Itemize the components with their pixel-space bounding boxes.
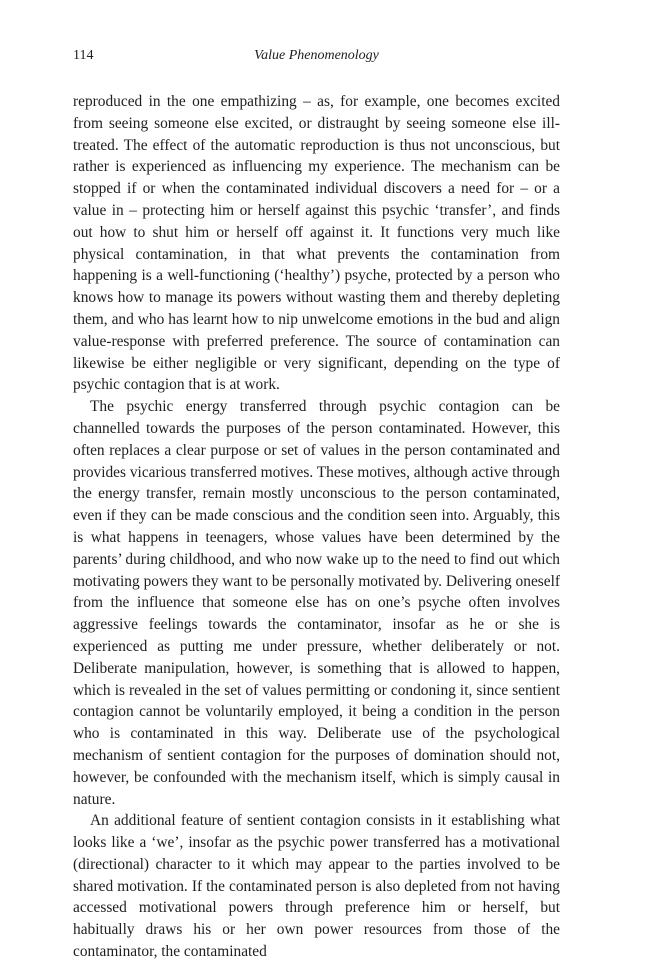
running-title: Value Phenomenology	[254, 48, 379, 63]
body-text	[73, 91, 560, 963]
running-head	[73, 46, 560, 66]
paragraph: An additional feature of sentient contagion consists in it establishing what looks like a ‘we’, insofar as the psychic power transferred has a motivational (directional) character to it which may appear to the parties involved to be shared motivation. If the contaminated person is also depleted from not having accessed motivational powers through preference him or herself, but habitually draws his or her own power resources from those of the contaminator, the contaminated	[73, 812, 560, 961]
page-number: 114	[73, 48, 94, 63]
paragraph: The psychic energy transferred through psychic contagion can be channelled towards the purposes of the person contaminated. However, this often replaces a clear purpose or set of values in the person contaminated and provides vicarious transferred motives. These motives, although active through the energy transfer, remain mostly unconscious to the person contaminated, even if they can be made conscious and the condition seen into. Arguably, this is what happens in teenagers, whose values have been determined by the parents’ during childhood, and who now wake up to the need to find out which motivating powers they want to be personally motivated by. Delivering oneself from the influence that someone else has on one’s psyche often involves aggressive feelings towards the contaminator, insofar as he or she is experienced as putting me under pressure, whether deliberately or not. Deliberate manipulation, however, is something that is allowed to happen, which is revealed in the set of values permitting or condoning it, since sentient contagion cannot be voluntarily employed, it being a condition in the person who is contaminated in this way. Deliberate use of the psychological mechanism of sentient contagion for the purposes of domination should not, however, be confounded with the mechanism itself, which is simply causal in nature.	[73, 398, 560, 808]
paragraph-continued: reproduced in the one empathizing – as, for example, one becomes excited from seeing someone else excited, or distraught by seeing someone else ill-treated. The effect of the automatic reproduction is thus not unconscious, but rather is experienced as influencing my experience. The mechanism can be stopped if or when the contaminated individual discovers a need for – or a value in – protecting him or herself against this psychic ‘transfer’, and finds out how to shut him or herself off against it. It functions very much like physical contamination, in that what prevents the contamination from happening is a well-functioning (‘healthy’) psyche, protected by a person who knows how to manage its powers without wasting them and thereby depleting them, and who has learnt how to nip unwelcome emotions in the bud and align value-response with preferred preference. The source of contamination can likewise be either negligible or very significant, depending on the type of psychic contagion that is at work.	[73, 93, 560, 394]
